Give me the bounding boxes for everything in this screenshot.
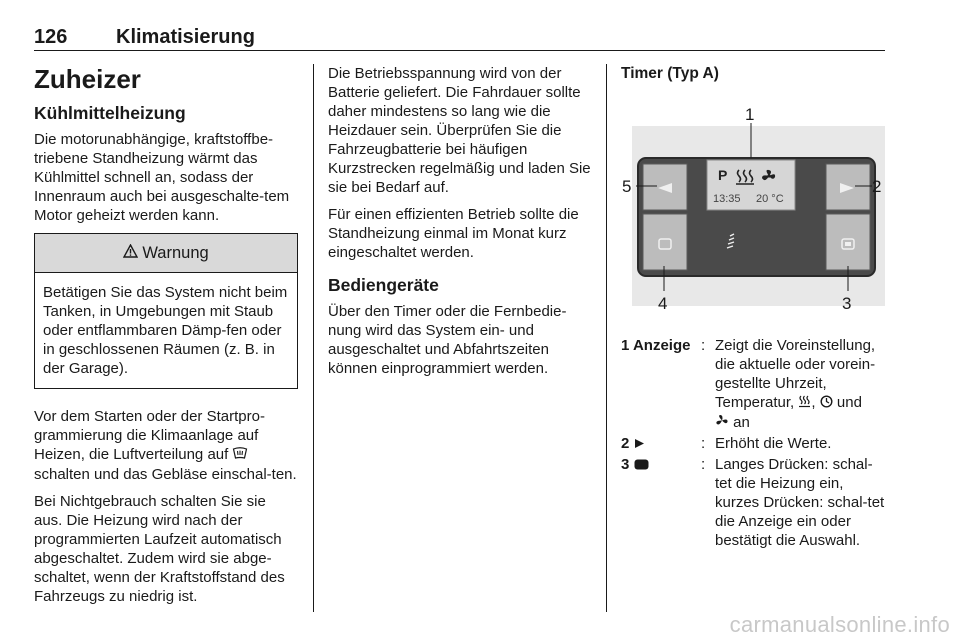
legend-text-and: und (836, 394, 862, 411)
subsection-title: Kühlmittelheizung (34, 103, 186, 123)
callout-1: 1 (745, 105, 755, 124)
paragraph-preparation-end: schalten und das Gebläse einschal-ten. (34, 465, 297, 483)
warning-box (34, 233, 298, 389)
legend-separator: : (701, 456, 706, 474)
timer-figure (621, 96, 885, 316)
left-lower-button (643, 214, 687, 270)
paragraph-controls: Über den Timer oder die Fernbedie-nung wird das System ein- und ausgeschaltet und Abfahrtszeiten können einprogrammiert werden. (328, 303, 567, 377)
legend-value: Langes Drücken: schal-tet die Heizung ein, kurzes Drücken: schal-tet die Anzeige ein oder bestätigt die Auswahl. (715, 456, 885, 550)
legend-text: Zeigt die Voreinstellung, die aktuelle oder vorein-gestellte Uhrzeit, Temperatur, (715, 337, 876, 411)
callout-2: 2 (872, 177, 882, 196)
legend-text-an: an (733, 413, 750, 431)
display-temp: 20 °C (756, 193, 784, 205)
callout-5: 5 (622, 177, 632, 196)
page-number: 126 (34, 26, 68, 48)
legend-item-2 (621, 434, 885, 453)
column-1 (34, 64, 298, 614)
section-title: Zuheizer (34, 64, 141, 94)
legend-value (715, 336, 885, 432)
display-time: 13:35 (713, 193, 741, 205)
fan-icon (715, 413, 729, 432)
legend-separator: : (701, 337, 706, 354)
legend-key: 1 Anzeige (621, 337, 691, 354)
column-2 (328, 64, 592, 386)
paragraph-shutdown: Bei Nichtgebrauch schalten Sie sie aus. Die Heizung wird nach der programmierten Laufzeit automatisch abgeschaltet. Zudem wird sie abge-schaltet, wenn der Kraftstoffstand des Fahrzeugs zu niedrig ist. (34, 492, 285, 605)
column-3 (621, 64, 885, 552)
controls-heading: Bediengeräte (328, 275, 439, 295)
warning-triangle-icon (123, 244, 138, 262)
legend-key: 3 (621, 455, 649, 475)
chapter-title: Klimatisierung (116, 26, 255, 48)
heater-icon (798, 394, 811, 413)
intro-paragraph: Die motorunabhängige, kraftstoffbe-triebene Standheizung wärmt das Kühlmittel schnell an, sodass der Innenraum auch bei ausgeschalte-tem Motor geheizt werden kann. (34, 131, 290, 224)
paragraph-monthly: Für einen effizienten Betrieb sollte die Standheizung einmal im Monat kurz eingeschaltet werden. (328, 206, 579, 261)
column-divider-right (606, 64, 607, 612)
clock-icon (820, 394, 833, 413)
callout-4: 4 (658, 294, 668, 313)
legend-separator: : (701, 435, 706, 453)
legend-item-1 (621, 336, 885, 432)
windscreen-vent-icon (232, 446, 248, 465)
legend-value: Erhöht die Werte. (715, 435, 832, 453)
ok-button-icon (634, 456, 649, 475)
legend-item-3 (621, 455, 885, 550)
paragraph-battery: Die Betriebsspannung wird von der Batterie geliefert. Die Fahrdauer sollte daher mindestens so lang wie die Heizdauer sein. Überprüfen Sie die Fahrzeugbatterie bei häufigen Kurzstrecken regelmäßig und laden Sie sie bei Bedarf auf. (328, 65, 591, 196)
paragraph-preparation (34, 407, 298, 484)
callout-3: 3 (842, 294, 852, 313)
timer-heading: Timer (Typ A) (621, 65, 719, 82)
paragraph-preparation-start: Vor dem Starten oder der Startpro-grammierung die Klimaanlage auf Heizen, die Luftverteilung auf (34, 408, 265, 463)
legend-key: 2 (621, 434, 645, 454)
warning-header (35, 234, 297, 273)
figure-legend (621, 336, 885, 550)
page-header (34, 24, 885, 51)
display-p: P (718, 167, 728, 183)
legend-text-comma: , (811, 394, 816, 411)
right-arrow-icon (634, 435, 645, 454)
column-divider-left (313, 64, 314, 612)
watermark: carmanualsonline.info (729, 612, 950, 637)
warning-text: Betätigen Sie das System nicht beim Tanken, in Umgebungen mit Staub oder entflammbaren Dämp-fen oder in geschlossenen Räumen (z. B. in der Garage). (43, 284, 288, 377)
warning-label: Warnung (142, 243, 209, 262)
